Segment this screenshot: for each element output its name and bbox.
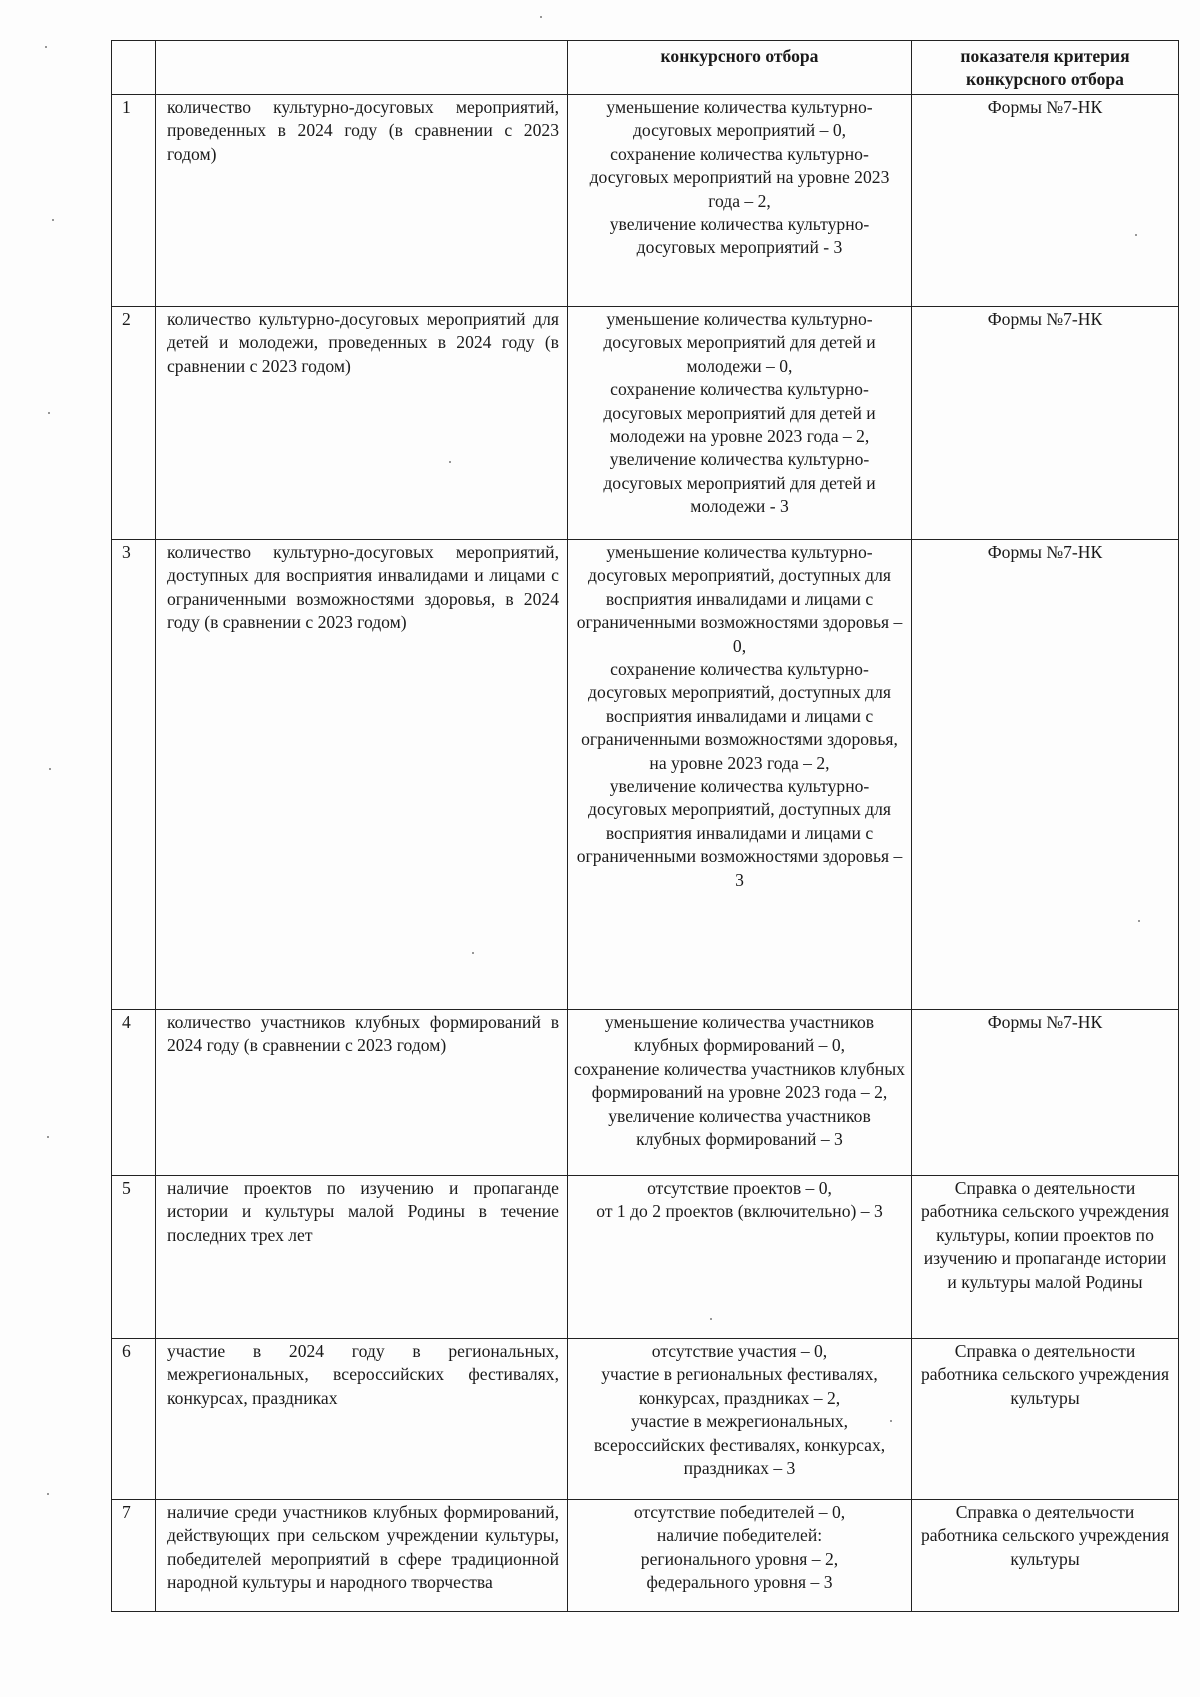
scan-speck — [1138, 920, 1140, 922]
header-criterion-cell — [156, 41, 568, 95]
criterion-name: количество культурно-досуговых мероприятий, доступных для восприятия инвалидами и лицами с ограниченными возможностями здоровья, в 2024 году (в сравнении с 2023 годом) — [156, 540, 568, 1010]
table-row — [112, 1500, 1179, 1612]
criterion-name: количество культурно-досуговых мероприятий для детей и молодежи, проведенных в 2024 году (в сравнении с 2023 годом) — [156, 307, 568, 540]
table-row — [112, 540, 1179, 1010]
scan-speck — [49, 768, 51, 770]
criterion-name: количество участников клубных формирований в 2024 году (в сравнении с 2023 годом) — [156, 1010, 568, 1176]
criterion-source: Формы №7-НК — [912, 540, 1179, 1010]
row-number: 2 — [112, 307, 156, 540]
table-row — [112, 1010, 1179, 1176]
criterion-name: участие в 2024 году в региональных, межрегиональных, всероссийских фестивалях, конкурсах, праздниках — [156, 1339, 568, 1500]
criterion-score: отсутствие участия – 0, участие в региональных фестивалях, конкурсах, праздниках – 2, участие в межрегиональных, всероссийских фестивалях, конкурсах, праздниках – 3 — [568, 1339, 912, 1500]
criterion-score: отсутствие проектов – 0, от 1 до 2 проектов (включительно) – 3 — [568, 1176, 912, 1339]
header-source-cell: показателя критерия конкурсного отбора — [912, 41, 1179, 95]
header-number-cell — [112, 41, 156, 95]
table-row — [112, 1339, 1179, 1500]
scan-speck — [47, 1136, 49, 1138]
criterion-score: уменьшение количества культурно-досуговых мероприятий, доступных для восприятия инвалидами и лицами с ограниченными возможностями здоровья – 0, сохранение количества культурно-досуговых мероприятий, доступных для восприятия инвалидами и лицами с ограниченными возможностями здоровья, на уровне 2023 года – 2, увеличение количества культурно-досуговых мероприятий, доступных для восприятия инвалидами и лицами с ограниченными возможностями здоровья – 3 — [568, 540, 912, 1010]
table-header-row — [112, 41, 1179, 95]
header-score-cell: конкурсного отбора — [568, 41, 912, 95]
table-row — [112, 95, 1179, 307]
row-number: 6 — [112, 1339, 156, 1500]
table-row — [112, 307, 1179, 540]
scan-speck — [890, 1420, 892, 1422]
criterion-source: Формы №7-НК — [912, 95, 1179, 307]
table-row — [112, 1176, 1179, 1339]
row-number: 1 — [112, 95, 156, 307]
scan-speck — [52, 219, 54, 221]
scan-speck — [472, 952, 474, 954]
criterion-name: наличие среди участников клубных формирований, действующих при сельском учреждении культуры, победителей мероприятий в сфере традиционной народной культуры и народного творчества — [156, 1500, 568, 1612]
criterion-score: уменьшение количества участников клубных формирований – 0, сохранение количества участников клубных формирований на уровне 2023 года – 2, увеличение количества участников клубных формирований – 3 — [568, 1010, 912, 1176]
criterion-name: наличие проектов по изучению и пропаганде истории и культуры малой Родины в течение последних трех лет — [156, 1176, 568, 1339]
scan-speck — [449, 461, 451, 463]
criterion-source: Формы №7-НК — [912, 1010, 1179, 1176]
scan-speck — [47, 1493, 49, 1495]
criterion-source: Справка о деятельчости работника сельского учреждения культуры — [912, 1500, 1179, 1612]
scan-speck — [540, 16, 542, 18]
scan-speck — [45, 46, 47, 48]
criterion-source: Формы №7-НК — [912, 307, 1179, 540]
criterion-source: Справка о деятельности работника сельского учреждения культуры — [912, 1339, 1179, 1500]
row-number: 7 — [112, 1500, 156, 1612]
row-number: 4 — [112, 1010, 156, 1176]
criterion-source: Справка о деятельности работника сельского учреждения культуры, копии проектов по изучению и пропаганде истории и культуры малой Родины — [912, 1176, 1179, 1339]
criterion-name: количество культурно-досуговых мероприятий, проведенных в 2024 году (в сравнении с 2023 годом) — [156, 95, 568, 307]
row-number: 5 — [112, 1176, 156, 1339]
scan-speck — [710, 1318, 712, 1320]
criterion-score: уменьшение количества культурно-досуговых мероприятий – 0, сохранение количества культурно-досуговых мероприятий на уровне 2023 года – 2, увеличение количества культурно-досуговых мероприятий - 3 — [568, 95, 912, 307]
scan-speck — [48, 412, 50, 414]
row-number: 3 — [112, 540, 156, 1010]
criterion-score: отсутствие победителей – 0, наличие победителей: регионального уровня – 2, федерального уровня – 3 — [568, 1500, 912, 1612]
criteria-table — [111, 40, 1179, 1612]
scan-speck — [1135, 234, 1137, 236]
criterion-score: уменьшение количества культурно-досуговых мероприятий для детей и молодежи – 0, сохранение количества культурно-досуговых мероприятий для детей и молодежи на уровне 2023 года – 2, увеличение количества культурно-досуговых мероприятий для детей и молодежи - 3 — [568, 307, 912, 540]
